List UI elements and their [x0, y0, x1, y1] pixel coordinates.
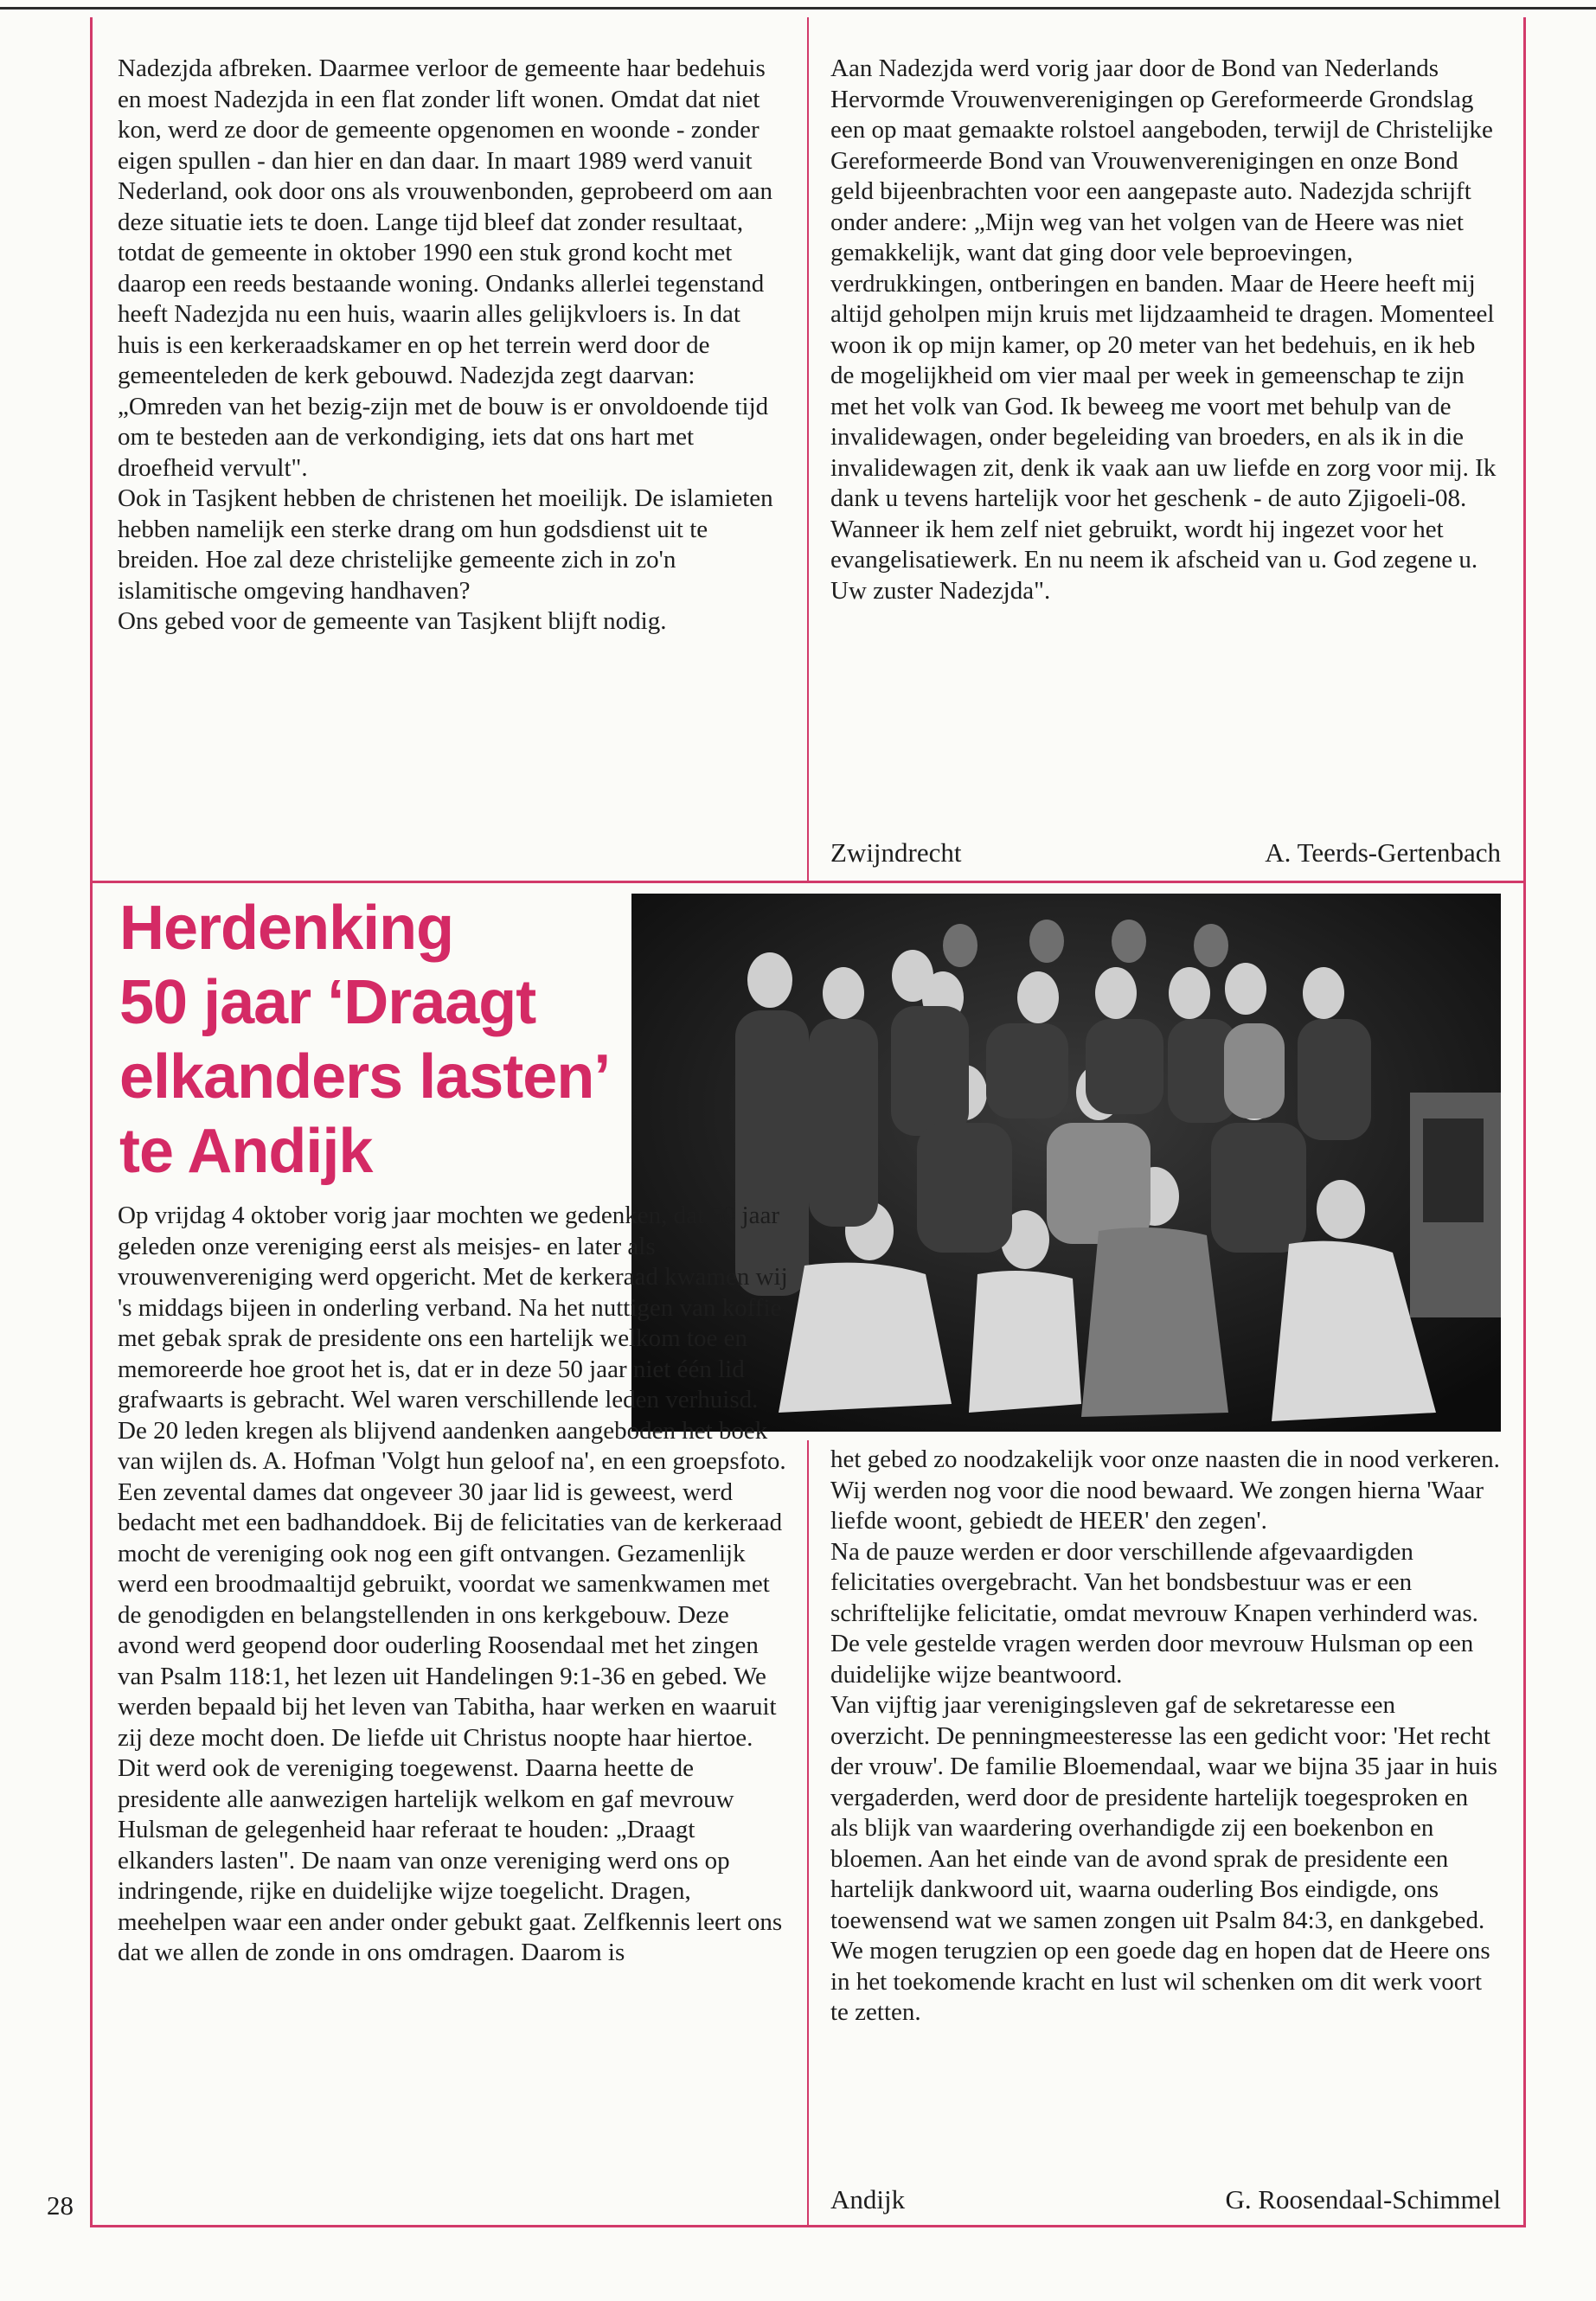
- bottom-article-signature: [830, 2184, 1501, 2215]
- paragraph: Nadezjda afbreken. Daarmee verloor de gemeente haar bedehuis en moest Nadezjda in een flat zonder lift wonen. Omdat dat niet kon, werd ze door de gemeente opgenomen en woonde - zonder eigen spullen - dan hier en dan daar. In maart 1989 werd vanuit Nederland, ook door ons als vrouwenbonden, geprobeerd om aan deze situatie iets te doen. Lange tijd bleef dat zonder resultaat, totdat de gemeente in oktober 1990 een stuk grond kocht met daarop een reeds bestaande woning. Ondanks allerlei tegenstand heeft Nadezjda nu een huis, waarin alles gelijkvloers is. In dat huis is een kerkeraadskamer en op het terrein werd door de gemeenteleden de kerk gebouwd. Nadezjda zegt daarvan: „Omreden van het bezig-zijn met de bouw is er onvoldoende tijd om te besteden aan de verkondiging, iets dat ons hart met droefheid vervult".: [118, 54, 773, 482]
- article-top-right-column: [830, 54, 1501, 606]
- paragraph: Ook in Tasjkent hebben de christenen het moeilijk. De islamieten hebben namelijk een sterke drang om hun godsdienst uit te breiden. Hoe zal deze christelijke gemeente zich in zo'n islamitische omgeving handhaven?: [118, 484, 773, 605]
- top-article-signature: [830, 837, 1501, 868]
- article-headline: [119, 891, 621, 1189]
- signature-place: Andijk: [830, 2184, 906, 2214]
- signature-place: Zwijndrecht: [830, 837, 962, 868]
- paragraph: Na de pauze werden er door verschillende afgevaardigden felicitaties overgebracht. Van het bondsbestuur was er een schriftelijke felicitatie, omdat mevrouw Knapen verhinderd was. De vele gestelde vragen werden door mevrouw Hulsman op een duidelijke wijze beantwoord.: [830, 1537, 1478, 1689]
- column-divider-top: [807, 17, 809, 881]
- paragraph: Van vijftig jaar verenigingsleven gaf de sekretaresse een overzicht. De penningmeesteresse las een gedicht voor: 'Het recht der vrouw'. De familie Bloemendaal, waar we bijna 35 jaar in huis vergaderden, werd door de presidente hartelijk toegesproken en als blijk van waardering overhandigde zij een boekenbon en bloemen. Aan het einde van de avond sprak de presidente een hartelijk dankwoord uit, waarna ouderling Bos eindigde, ons toewensend wat we samen zongen uit Psalm 84:3, en dankgebed. We mogen terugzien op een goede dag en hopen dat de Heere ons in het toekomende kracht en lust wil schenken om dit werk voort te zetten.: [830, 1691, 1498, 2026]
- headline-line: te Andijk: [119, 1117, 373, 1186]
- page-number: 28: [47, 2190, 74, 2221]
- article-top-left-column: [118, 54, 788, 638]
- article-bottom-left-column: [118, 1201, 788, 1969]
- headline-line: Herdenking: [119, 894, 454, 963]
- signature-author: G. Roosendaal-Schimmel: [1225, 2184, 1501, 2214]
- paragraph: het gebed zo noodzakelijk voor onze naasten die in nood verkeren. Wij werden nog voor die nood bewaard. We zongen hierna 'Waar liefde woont, gebiedt de HEER' den zegen'.: [830, 1445, 1500, 1535]
- section-divider: [90, 881, 1526, 883]
- article-bottom-right-column: [830, 1445, 1501, 2029]
- paragraph: Ons gebed voor de gemeente van Tasjkent blijft nodig.: [118, 607, 667, 635]
- column-divider-bottom: [807, 1440, 809, 2227]
- signature-author: A. Teerds-Gertenbach: [1265, 837, 1501, 868]
- paragraph: Op vrijdag 4 oktober vorig jaar mochten we gedenken, dat 50 jaar geleden onze vereniging eerst als meisjes- en later als vrouwenvereniging werd opgericht. Met de kerkeraad kwamen wij 's middags bijeen in onderling verband. Na het nuttigen van koffie met gebak sprak de presidente ons een hartelijk welkom toe en memoreerde hoe groot het is, dat er in deze 50 jaar niet één lid grafwaarts is gebracht. Wel waren verschillende leden verhuisd. De 20 leden kregen als blijvend aandenken aangeboden het boek van wijlen ds. A. Hofman 'Volgt hun geloof na', en een groepsfoto. Een zevental dames dat ongeveer 30 jaar lid is geweest, werd bedacht met een badhanddoek. Bij de felicitaties van de kerkeraad mocht de vereniging ook nog een gift ontvangen. Gezamenlijk werd een broodmaaltijd gebruikt, voordat we samenkwamen met de genodigden en belangstellenden in ons kerkgebouw. Deze avond werd geopend door ouderling Roosendaal met het zingen van Psalm 118:1, het lezen uit Handelingen 9:1-36 en gebed. We werden bepaald bij het leven van Tabitha, haar werken en waaruit zij deze mocht doen. De liefde uit Christus noopte haar hiertoe. Dit werd ook de vereniging toegewenst. Daarna heette de presidente alle aanwezigen hartelijk welkom en gaf mevrouw Hulsman de gelegenheid haar referaat te houden: „Draagt elkanders lasten". De naam van onze vereniging werd ons op indringende, rijke en duidelijke wijze toegelicht. Dragen, meehelpen waar een ander onder gebukt gaat. Zelfkennis leert ons dat we allen de zonde in ons omdragen. Daarom is: [118, 1202, 788, 1966]
- top-rule: [0, 7, 1596, 10]
- headline-line: elkanders lasten’: [119, 1042, 611, 1112]
- headline-line: 50 jaar ‘Draagt: [119, 968, 536, 1037]
- paragraph: Aan Nadezjda werd vorig jaar door de Bond van Nederlands Hervormde Vrouwenverenigingen op Gereformeerde Grondslag een op maat gemaakte rolstoel aangeboden, terwijl de Christelijke Gereformeerde Bond van Vrouwenverenigingen en onze Bond geld bijeenbrachten voor een aangepaste auto. Nadezjda schrijft onder andere: „Mijn weg van het volgen van de Heere was niet gemakkelijk, want dat ging door vele beproevingen, verdrukkingen, ontberingen en banden. Maar de Heere heeft mij altijd geholpen mijn kruis met lijdzaamheid te dragen. Momenteel woon ik op mijn kamer, op 20 meter van het bedehuis, en ik heb de mogelijkheid om vier maal per week in gemeenschap te zijn met het volk van God. Ik beweeg me voort met behulp van de invalidewagen, onder begeleiding van broeders, en als ik in die invalidewagen zit, denk ik vaak aan uw liefde en zorg voor mij. Ik dank u tevens hartelijk voor het geschenk - de auto Zjigoeli-08. Wanneer ik hem zelf niet gebruikt, wordt hij ingezet voor het evangelisatiewerk. En nu neem ik afscheid van u. God zegene u. Uw zuster Nadezjda".: [830, 54, 1497, 605]
